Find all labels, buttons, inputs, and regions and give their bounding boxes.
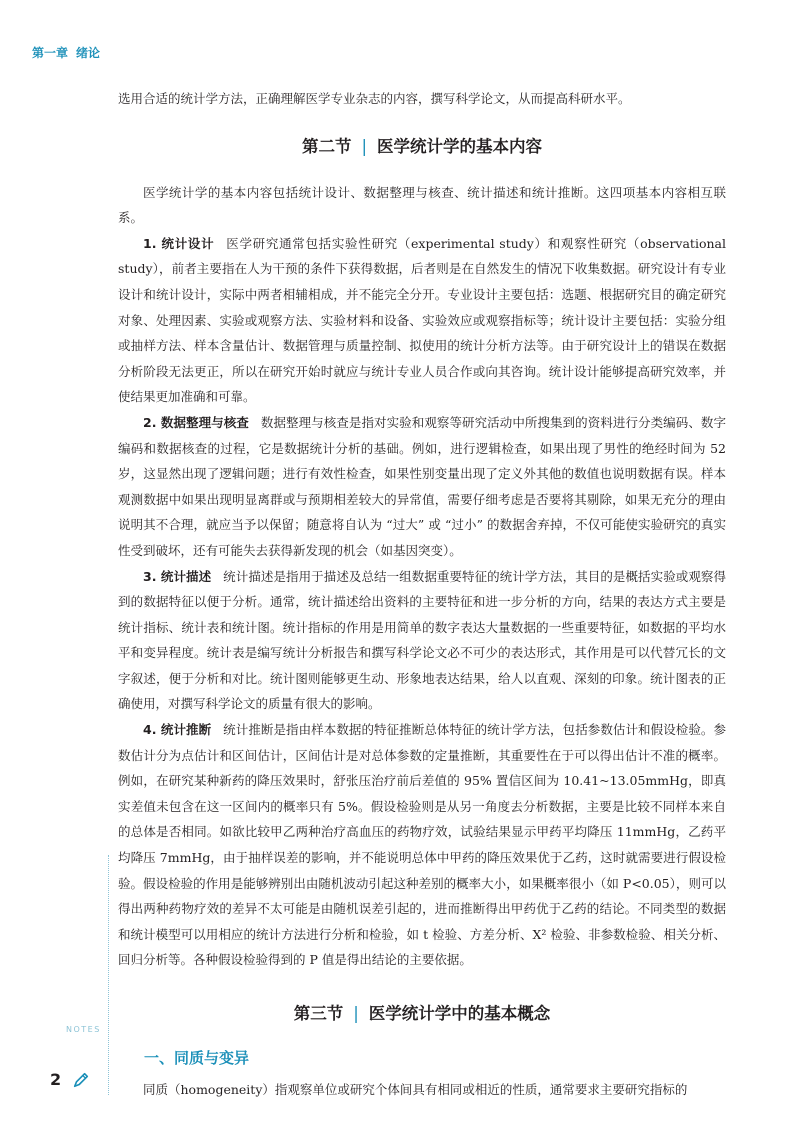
item-statistical-inference xyxy=(118,717,726,973)
chapter-number: 第一章 xyxy=(32,46,69,60)
item-body: 统计推断是指由样本数据的特征推断总体特征的统计学方法，包括参数估计和假设检验。参数估计分为点估计和区间估计，区间估计是对总体参数的定量推断，其重要性在于可以得出估计不准的概率。例如，在研究某种新药的降压效果时，舒张压治疗前后差值的 95% 置信区间为 10.41~13.05mmHg，即真实差值未包含在这一区间内的概率只有 5%。假设检验则是从另一角度去分析数据，主要是比较不同样本来自的总体是否相同。如欲比较甲乙两种治疗高血压的药物疗效，试验结果显示甲药平均降压 11mmHg，乙药平均降压 7mmHg，由于抽样误差的影响，并不能说明总体中甲药的降压效果优于乙药，这时就需要进行假设检验。假设检验的作用是能够辨别出由随机波动引起这种差别的概率大小，如果概率很小（如 P<0.05），则可以得出两种药物疗效的差异不太可能是由随机误差引起的，进而推断得出甲药优于乙药的结论。不同类型的数据和统计模型可以用相应的统计方法进行分析和检验，如 t 检验、方差分析、X² 检验、非参数检验、相关分析、回归分析等。各种假设检验得到的 P 值是得出结论的主要依据。 xyxy=(118,722,726,968)
subheading-homogeneity: 一、同质与变异 xyxy=(144,1049,250,1067)
item-title: 4. 统计推断 xyxy=(143,722,212,738)
notes-rail xyxy=(108,855,109,1095)
page-body xyxy=(118,86,726,1103)
section-3-title: 医学统计学中的基本概念 xyxy=(368,1004,551,1023)
section-2-heading xyxy=(118,134,726,160)
item-body: 统计描述是指用于描述及总结一组数据重要特征的统计学方法，其目的是概括实验或观察得到的数据特征以便于分析。通常，统计描述给出资料的主要特征和进一步分析的方向，结果的表达方式主要是统计指标、统计表和统计图。统计指标的作用是用简单的数字表达大量数据的一些重要特征，如数据的平均水平和变异程度。统计表是编写统计分析报告和撰写科学论文必不可少的表达形式，其作用是可以代替冗长的文字叙述，便于分析和对比。统计图则能够更生动、形象地表达结果，给人以直观、深刻的印象。统计图表的正确使用，对撰写科学论文的质量有很大的影响。 xyxy=(118,568,726,712)
section-3-first-line: 同质（homogeneity）指观察单位或研究个体间具有相同或相近的性质，通常要求主要研究指标的 xyxy=(143,1082,688,1097)
item-title: 1. 统计设计 xyxy=(143,235,215,251)
section-2-label: 第二节 xyxy=(301,136,352,156)
notes-label: NOTES xyxy=(66,1025,101,1034)
section-3-heading xyxy=(118,1001,726,1027)
item-body: 医学研究通常包括实验性研究（experimental study）和观察性研究（observational study），前者主要指在人为干预的条件下获得数据，后者则是在自然发生的情况下收集数据。研究设计有专业设计和统计设计，实际中两者相辅相成，并不能完全分开。专业设计主要包括：选题、根据研究目的确定研究对象、处理因素、实验或观察方法、实验材料和设备、实验效应或观察指标等；统计设计主要包括：实验分组或抽样方法、样本含量估计、数据管理与质量控制、拟使用的统计分析方法等。由于研究设计上的错误在数据分析阶段无法更正，所以在研究开始时就应与统计专业人员合作或向其咨询。统计设计能够提高研究效率，并使结果更加准确和可靠。 xyxy=(118,235,726,405)
section-3-separator: | xyxy=(353,1004,359,1023)
item-body: 数据整理与核查是指对实验和观察等研究活动中所搜集到的资料进行分类编码、数字编码和数据核查的过程，它是数据统计分析的基础。例如，进行逻辑检查，如果出现了男性的绝经时间为 52 岁，这显然出现了逻辑问题；进行有效性检查，如果性别变量出现了定义外其他的数值也说明数据有误。样本观测数据中如果出现明显离群或与预期相差较大的异常值，需要仔细考虑是否要将其剔除，如果无充分的理由说明其不合理，就应当予以保留；随意将自认为 “过大” 或 “过小” 的数据舍弃掉，不仅可能使实验研究的真实性受到破坏，还有可能失去获得新发现的机会（如基因突变）。 xyxy=(118,414,726,558)
intro-line: 选用合适的统计学方法，正确理解医学专业杂志的内容，撰写科学论文，从而提高科研水平。 xyxy=(118,91,631,106)
section-2-separator: | xyxy=(361,136,368,156)
item-statistical-design xyxy=(118,231,726,410)
pencil-icon xyxy=(72,1071,90,1089)
section-3-label: 第三节 xyxy=(293,1004,344,1023)
running-head xyxy=(32,44,100,61)
chapter-title: 绪论 xyxy=(76,46,101,60)
item-title: 2. 数据整理与核查 xyxy=(143,414,249,430)
item-statistical-description xyxy=(118,564,726,718)
item-title: 3. 统计描述 xyxy=(143,568,212,584)
item-data-cleaning xyxy=(118,410,726,564)
section-2-intro: 医学统计学的基本内容包括统计设计、数据整理与核查、统计描述和统计推断。这四项基本内容相互联系。 xyxy=(118,184,726,226)
section-2-title: 医学统计学的基本内容 xyxy=(377,136,543,156)
page-number: 2 xyxy=(50,1070,62,1089)
